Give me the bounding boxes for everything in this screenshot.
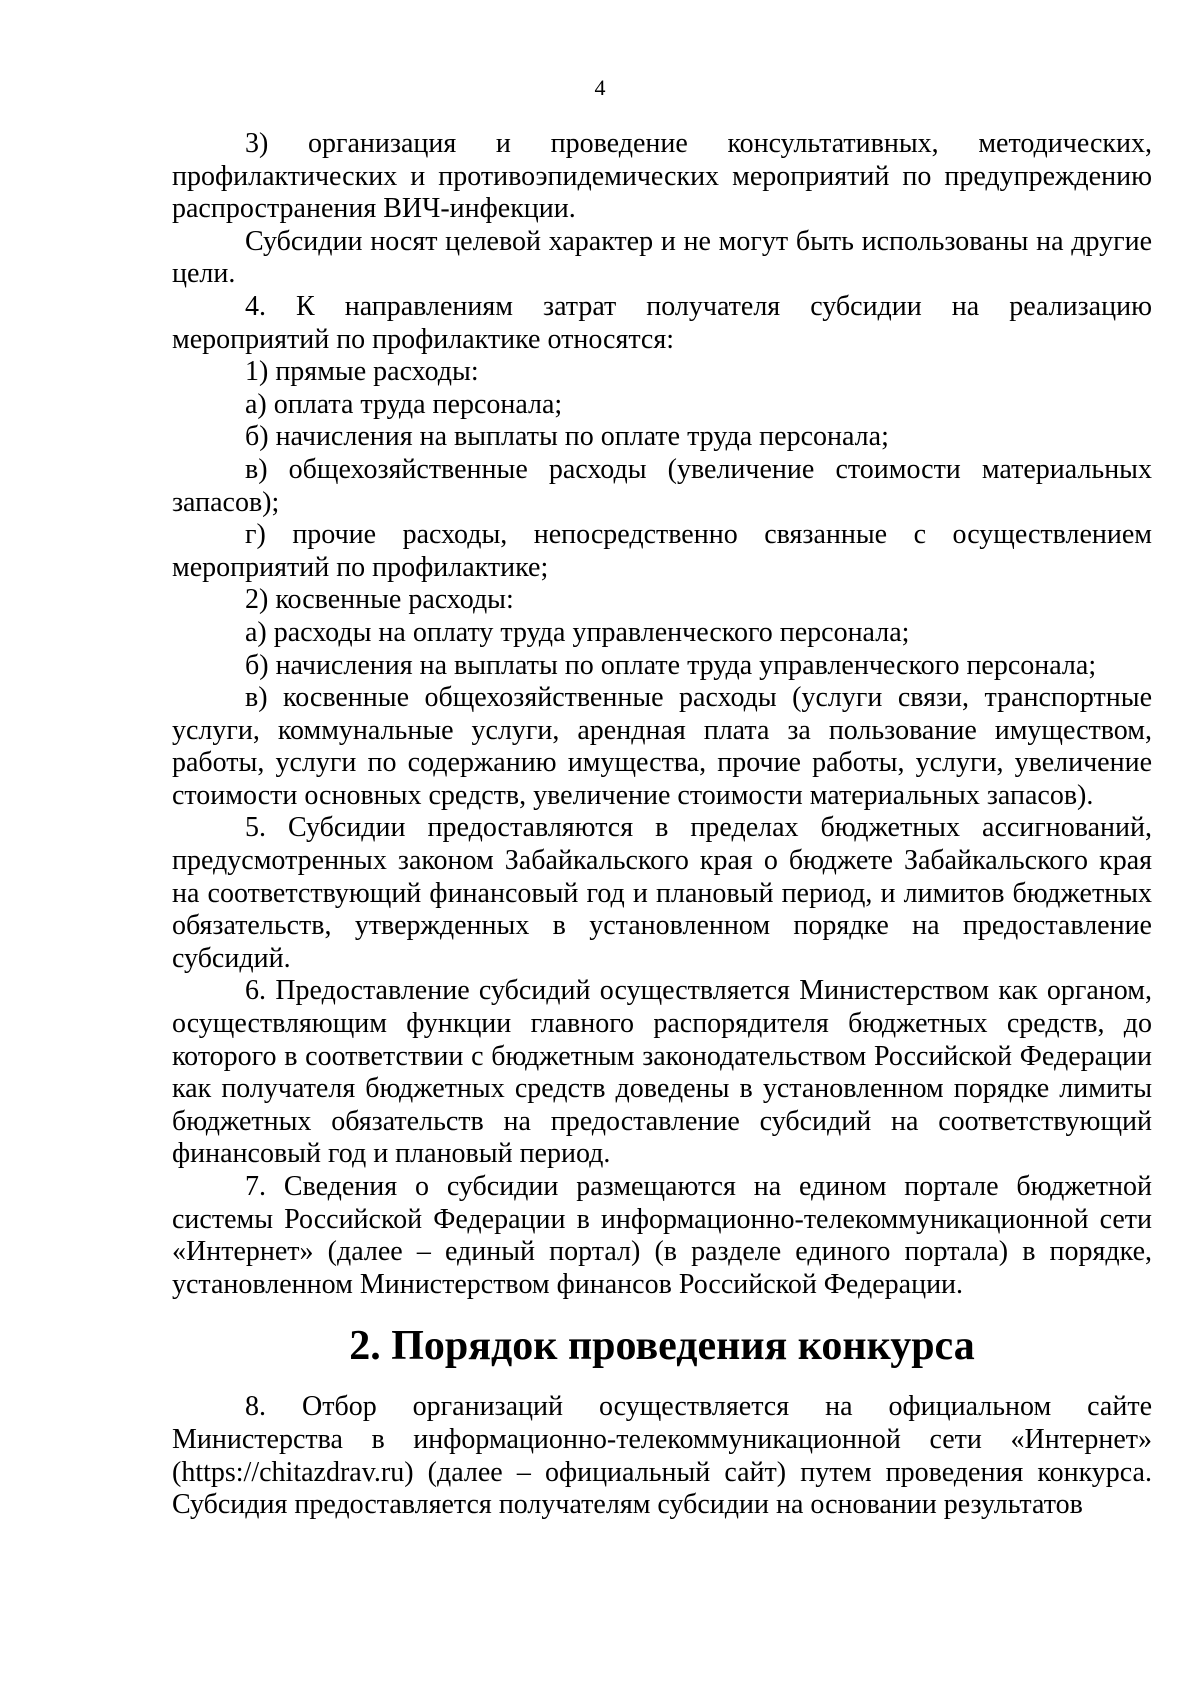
list-item-indirect-costs: 2) косвенные расходы: xyxy=(245,584,514,616)
paragraph-5: 5. Субсидии предоставляются в пределах бюджетных ассигнований, предусмотренных законом Забайкальского края о бюджете Забайкальского края на соответствующий финансовый год и плановый период, и лимитов бюджетных обязательств, утвержденных в установленном порядке на предоставление субсидий. xyxy=(172,812,1152,974)
section-heading: 2. Порядок проведения конкурса xyxy=(349,1323,975,1370)
document-body xyxy=(172,128,1152,1522)
paragraph-4: 4. К направлениям затрат получателя субсидии на реализацию мероприятий по профилактике относятся: xyxy=(172,290,1152,355)
paragraph-subsidy-purpose: Субсидии носят целевой характер и не могут быть использованы на другие цели. xyxy=(172,225,1152,290)
list-item-direct-costs: 1) прямые расходы: xyxy=(245,356,479,388)
list-item-direct-g: г) прочие расходы, непосредственно связанные с осуществлением мероприятий по профилактике; xyxy=(172,519,1152,583)
paragraph-8: 8. Отбор организаций осуществляется на официальном сайте Министерства в информационно-телекоммуникационной сети «Интернет» (https://chitazdrav.ru) (далее – официальный сайт) путем проведения конкурса. Субсидия предоставляется получателям субсидии на основании результатов xyxy=(172,1391,1152,1521)
list-item-indirect-v: в) косвенные общехозяйственные расходы (услуги связи, транспортные услуги, коммунальные услуги, арендная плата за пользование имуществом, работы, услуги по содержанию имущества, прочие работы, услуги, увеличение стоимости основных средств, увеличение стоимости материальных запасов). xyxy=(172,682,1152,811)
page-number: 4 xyxy=(594,75,606,100)
list-item-direct-v: в) общехозяйственные расходы (увеличение стоимости материальных запасов); xyxy=(172,453,1152,518)
list-item-direct-b: б) начисления на выплаты по оплате труда персонала; xyxy=(245,421,889,453)
list-item-indirect-b: б) начисления на выплаты по оплате труда управленческого персонала; xyxy=(245,649,1097,681)
list-item-direct-a: а) оплата труда персонала; xyxy=(245,388,563,420)
paragraph-6: 6. Предоставление субсидий осуществляется Министерством как органом, осуществляющим функции главного распорядителя бюджетных средств, до которого в соответствии с бюджетным законодательством Российской Федерации как получателя бюджетных средств доведены в установленном порядке лимиты бюджетных обязательств на предоставление субсидий на соответствующий финансовый год и плановый период. xyxy=(172,975,1152,1170)
list-item-indirect-a: а) расходы на оплату труда управленческого персонала; xyxy=(245,616,910,648)
paragraph-item-3: 3) организация и проведение консультативных, методических, профилактических и противоэпидемических мероприятий по предупреждению распространения ВИЧ-инфекции. xyxy=(172,128,1152,225)
paragraph-7: 7. Сведения о субсидии размещаются на едином портале бюджетной системы Российской Федерации в информационно-телекоммуникационной сети «Интернет» (далее – единый портал) (в разделе единого портала) в порядке, установленном Министерством финансов Российской Федерации. xyxy=(172,1171,1152,1300)
